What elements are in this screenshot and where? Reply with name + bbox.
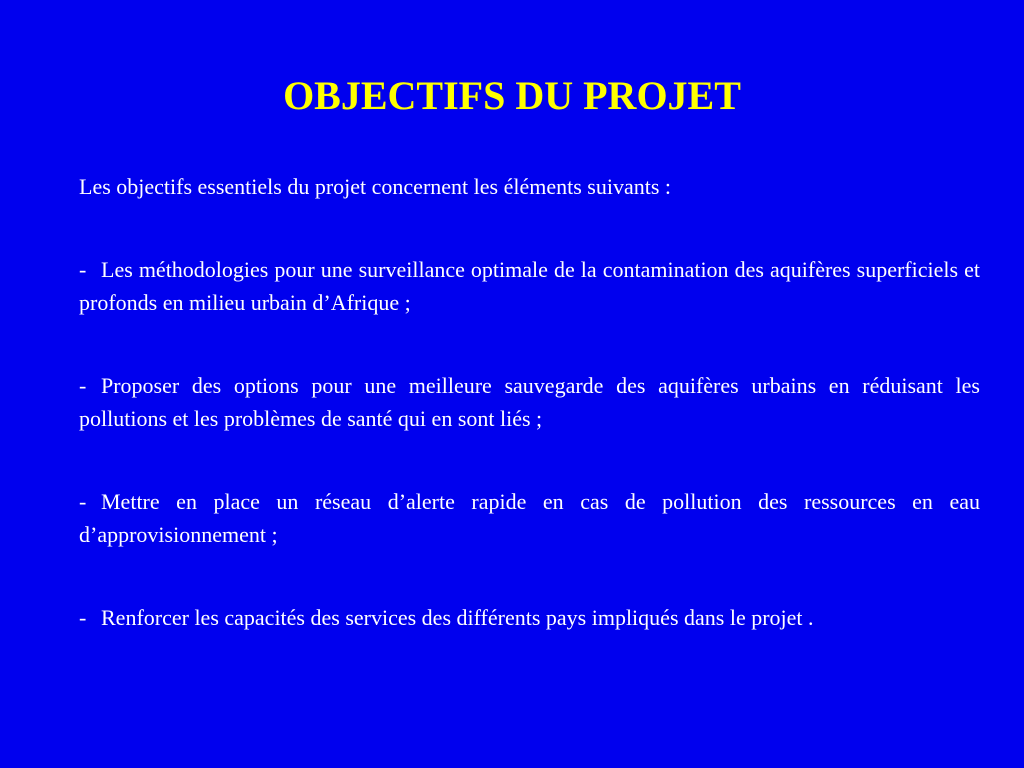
slide-title: OBJECTIFS DU PROJET	[283, 73, 741, 118]
bullet-marker: -	[79, 373, 87, 398]
objective-text: Mettre en place un réseau d’alerte rapide en cas de pollution des ressources en eau d’approvisionnement ;	[79, 489, 980, 547]
bullet-marker: -	[79, 257, 87, 282]
objective-item	[79, 369, 980, 435]
objective-text: Proposer des options pour une meilleure sauvegarde des aquifères urbains en réduisant les pollutions et les problèmes de santé qui en sont liés ;	[79, 373, 980, 431]
objective-item	[79, 485, 980, 551]
objective-text: Les méthodologies pour une surveillance optimale de la contamination des aquifères superficiels et profonds en milieu urbain d’Afrique ;	[79, 257, 980, 315]
objective-text: Renforcer les capacités des services des différents pays impliqués dans le projet .	[101, 605, 814, 630]
objective-item	[79, 253, 980, 319]
bullet-marker: -	[79, 605, 87, 630]
intro-text: Les objectifs essentiels du projet concernent les éléments suivants :	[79, 174, 672, 199]
slide-body	[79, 170, 980, 684]
objective-item	[79, 601, 980, 634]
bullet-marker: -	[79, 489, 87, 514]
